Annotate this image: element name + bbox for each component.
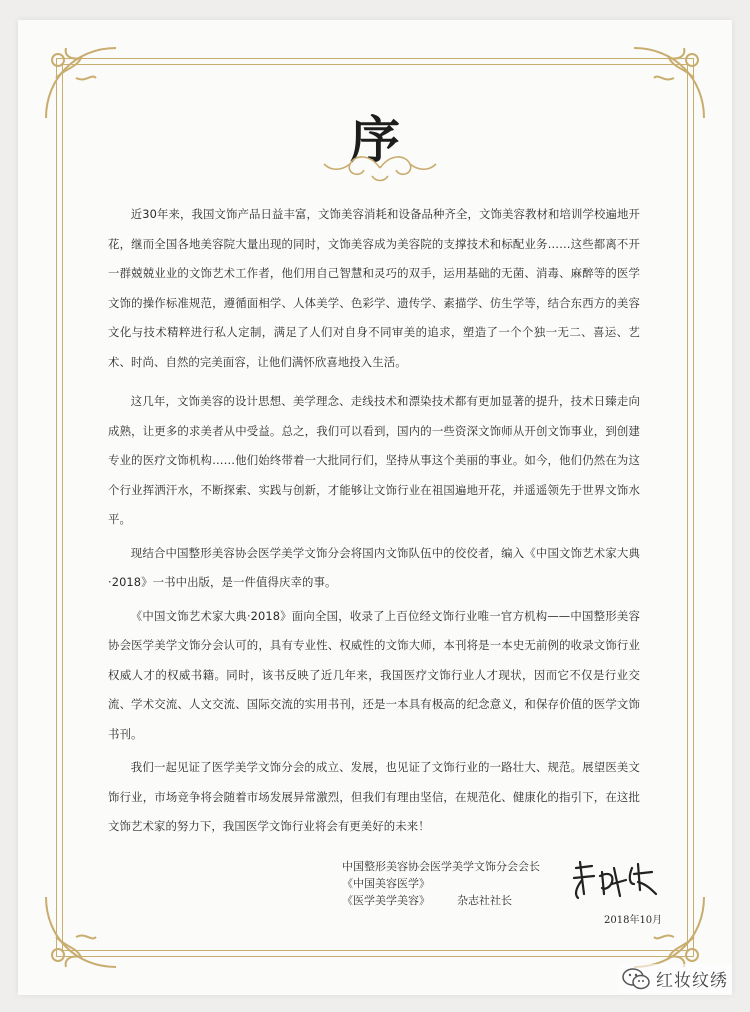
page-title: 序 xyxy=(350,110,400,169)
paragraph: 近30年来，我国文饰产品日益丰富，文饰美容消耗和设备品种齐全，文饰美容教材和培训学校遍地开花，继而全国各地美容院大量出现的同时，文饰美容成为美容院的支撑技术和标配业务……这些都离不开一群兢兢业业的文饰艺术工作者，他们用自己智慧和灵巧的双手，运用基础的无菌、消毒、麻醉等的医学文饰的操作标准规范，遵循面相学、人体美学、色彩学、遗传学、素描学、仿生学等，结合东西方的美容文化与技术精粹进行私人定制，满足了人们对自身不同审美的追求，塑造了一个个独一无二、喜运、艺术、时尚、自然的完美面容，让他们满怀欣喜地投入生活。 xyxy=(108,207,640,369)
signature-block xyxy=(342,858,540,909)
publication-2: 《医学美学美容》 xyxy=(342,894,430,907)
preface-body xyxy=(108,200,640,846)
publication-1: 《中国美容医学》 xyxy=(342,877,430,890)
paragraph: 《中国文饰艺术家大典·2018》面向全国，收录了上百位经文饰行业唯一官方机构——中国整形美容协会医学美学文饰分会认可的，具有专业性、权威性的文饰大师，本刊将是一本史无前例的收录文饰行业权威人才的权威书籍。同时，该书反映了近几年来，我国医疗文饰行业人才现状，因而它不仅是行业交流、学术交流、人文交流、国际交流的实用书刊，还是一本具有极高的纪念意义，和保存价值的医学文饰书刊。 xyxy=(108,608,640,741)
watermark-text: 红妆纹绣 xyxy=(656,971,728,991)
signer-title: 中国整形美容协会医学美学文饰分会会长 xyxy=(342,860,540,873)
paragraph: 这几年，文饰美容的设计思想、美学理念、走线技术和漂染技术都有更加显著的提升，技术日臻走向成熟，让更多的求美者从中受益。总之，我们可以看到，国内的一些资深文饰师从开创文饰事业，到创建专业的医疗文饰机构……他们始终带着一大批同行们，坚持从事这个美丽的事业。如今，他们仍然在为这个行业挥洒汗水，不断探索、实践与创新，才能够让文饰行业在祖国遍地开花，并遥遥领先于世界文饰水平。 xyxy=(108,394,640,526)
wechat-icon xyxy=(622,968,650,990)
title-flourish-icon xyxy=(320,150,440,186)
signature-date: 2018年10月 xyxy=(604,915,663,926)
ornament-bottom-left-icon xyxy=(36,887,126,977)
paragraph: 我们一起见证了医学美学文饰分会的成立、发展，也见证了文饰行业的一路壮大、规范。展望医美文饰行业，市场竞争将会随着市场发展异常激烈，但我们有理由坚信，在规范化、健康化的指引下，在这批文饰艺术家的努力下，我国医学文饰行业将会有更美好的未来！ xyxy=(108,760,640,833)
handwritten-signature-icon xyxy=(568,854,663,914)
watermark xyxy=(618,964,732,993)
paragraph: 现结合中国整形美容协会医学美学文饰分会将国内文饰队伍中的佼佼者，编入《中国文饰艺术家大典·2018》一书中出版，是一件值得庆幸的事。 xyxy=(108,545,640,589)
signer-role: 杂志社社长 xyxy=(457,894,512,907)
